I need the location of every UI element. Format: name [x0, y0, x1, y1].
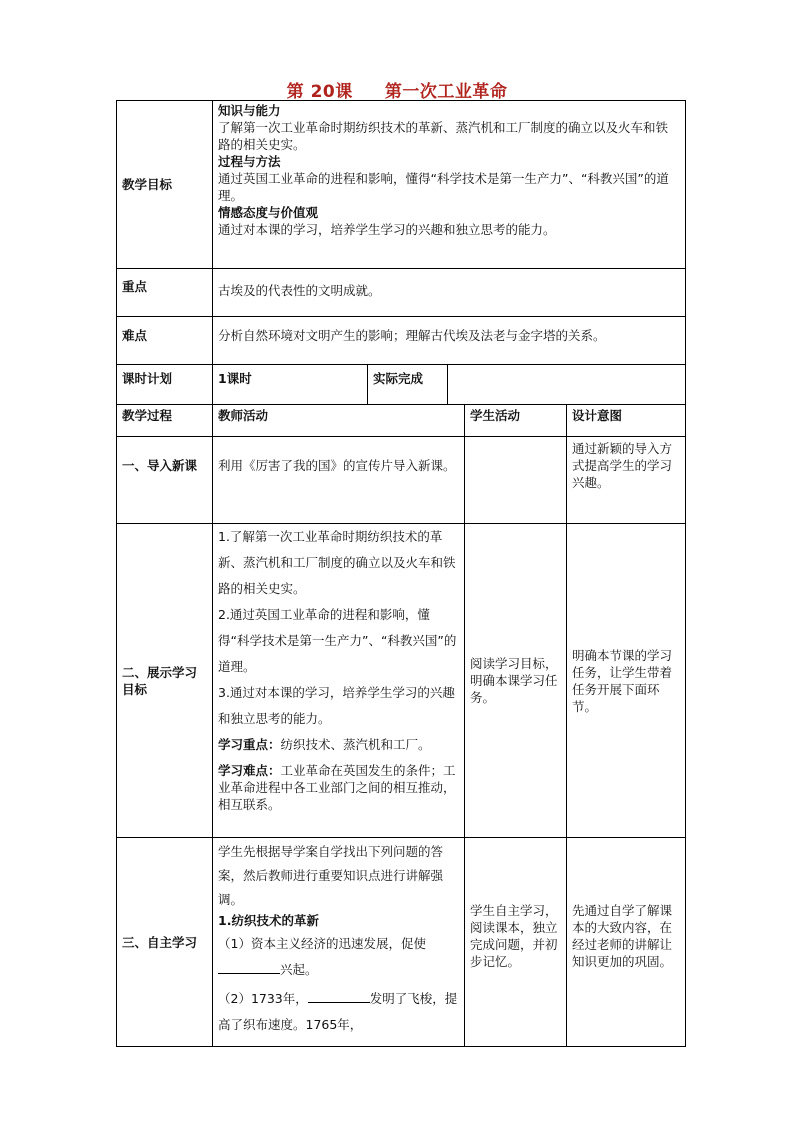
- key-point-content-cell: [212, 268, 686, 317]
- objectives-section3-title: 情感态度与价值观: [218, 205, 319, 220]
- fill-blank-1: [218, 959, 280, 974]
- self-study-design-text: 先通过自学了解课本的大致内容，在经过老师的讲解让知识更加的巩固。: [572, 903, 673, 969]
- objectives-section2-title: 过程与方法: [218, 154, 281, 169]
- schedule-value: 1课时: [218, 371, 252, 386]
- schedule-label: 课时计划: [122, 371, 173, 386]
- teacher-header-cell: [212, 404, 465, 437]
- self-study-q1: [218, 931, 459, 983]
- self-study-q1-suffix: 兴起。: [280, 962, 318, 977]
- self-study-intro: 学生先根据导学案自学找出下列问题的答案，然后教师进行重要知识点进行讲解强调。: [218, 844, 444, 907]
- fill-blank-2: [308, 988, 370, 1003]
- objectives-section3-text: 通过对本课的学习，培养学生学习的兴趣和独立思考的能力。: [218, 222, 556, 237]
- actual-label-cell: [367, 364, 448, 405]
- intro-design-text: 通过新颖的导入方式提高学生的学习兴趣。: [572, 441, 673, 490]
- goals-diff-label: 学习难点：: [218, 763, 281, 778]
- objectives-label-cell: [116, 100, 213, 269]
- goals-item-2: 2.通过英国工业革命的进程和影响，懂得“科学技术是第一生产力”、“科教兴国”的道理。: [218, 607, 457, 674]
- difficulty-label-cell: [116, 316, 213, 365]
- goals-design-cell: [566, 523, 686, 838]
- design-header: 设计意图: [572, 408, 623, 423]
- goals-item-3: 3.通过对本课的学习，培养学生学习的兴趣和独立思考的能力。: [218, 685, 455, 726]
- self-study-design-cell: [566, 837, 686, 1047]
- goals-key-label: 学习重点：: [218, 737, 281, 752]
- process-header-cell: [116, 404, 213, 437]
- objectives-content-cell: [212, 100, 686, 269]
- self-study-student-cell: [464, 837, 567, 1047]
- goals-label: 二、展示学习目标: [122, 664, 198, 697]
- self-study-q2-prefix: （2）1733年，: [218, 991, 308, 1006]
- objectives-section1-title: 知识与能力: [218, 103, 281, 118]
- goals-student-text: 阅读学习目标，明确本课学习任务。: [470, 656, 558, 705]
- intro-label-cell: [116, 436, 213, 524]
- actual-label: 实际完成: [373, 371, 424, 386]
- self-study-q1-prefix: （1）资本主义经济的迅速发展，促使: [218, 936, 426, 951]
- goals-diff-text: 工业革命在英国发生的条件；工业革命进程中各工业部门之间的相互推动，相互联系。: [218, 763, 456, 812]
- difficulty-content-cell: [212, 316, 686, 365]
- design-header-cell: [566, 404, 686, 437]
- intro-teacher-cell: [212, 436, 465, 524]
- teacher-header: 教师活动: [218, 408, 269, 423]
- goals-key-text: 纺织技术、蒸汽机和工厂。: [280, 737, 431, 752]
- key-point-text: 古埃及的代表性的文明成就。: [218, 283, 381, 298]
- actual-value-cell: [447, 364, 686, 405]
- goals-key-line: [218, 732, 459, 758]
- difficulty-label: 难点: [122, 328, 148, 343]
- schedule-label-cell: [116, 364, 213, 405]
- difficulty-text: 分析自然环境对文明产生的影响；理解古代埃及法老与金字塔的关系。: [218, 328, 606, 343]
- intro-design-cell: [566, 436, 686, 524]
- goals-design-text: 明确本节课的学习任务，让学生带着任务开展下面环节。: [572, 647, 673, 714]
- self-study-label-cell: [116, 837, 213, 1047]
- process-header: 教学过程: [122, 408, 173, 423]
- key-point-label: 重点: [122, 279, 148, 294]
- self-study-teacher-cell: [212, 837, 465, 1047]
- self-study-heading: 1.纺织技术的革新: [218, 913, 319, 928]
- goals-label-cell: [116, 523, 213, 838]
- objectives-section1-text: 了解第一次工业革命时期纺织技术的革新、蒸汽机和工厂制度的确立以及火车和铁路的相关史实。: [218, 120, 669, 152]
- intro-teacher-text: 利用《厉害了我的国》的宣传片导入新课。: [218, 458, 456, 473]
- intro-label: 一、导入新课: [122, 458, 198, 473]
- self-study-q2: [218, 986, 459, 1038]
- self-study-q2-suffix: 发明了飞梭，提高了织布速度。1765年，: [218, 991, 458, 1032]
- goals-diff-line: [218, 762, 459, 813]
- goals-teacher-cell: [212, 523, 465, 838]
- objectives-label: 教学目标: [122, 177, 173, 192]
- student-header-cell: [464, 404, 567, 437]
- intro-student-cell: [464, 436, 567, 524]
- goals-item-1: 1.了解第一次工业革命时期纺织技术的革新、蒸汽机和工厂制度的确立以及火车和铁路的相关史实。: [218, 529, 456, 596]
- objectives-section2-text: 通过英国工业革命的进程和影响，懂得“科学技术是第一生产力”、“科教兴国”的道理。: [218, 171, 669, 203]
- key-point-label-cell: [116, 268, 213, 317]
- self-study-student-text: 学生自主学习，阅读课本，独立完成问题，并初步记忆。: [470, 903, 558, 969]
- schedule-value-cell: [212, 364, 368, 405]
- self-study-label: 三、自主学习: [122, 934, 198, 950]
- goals-student-cell: [464, 523, 567, 838]
- page-title: 第 20课 第一次工业革命: [286, 82, 508, 102]
- student-header: 学生活动: [470, 408, 521, 423]
